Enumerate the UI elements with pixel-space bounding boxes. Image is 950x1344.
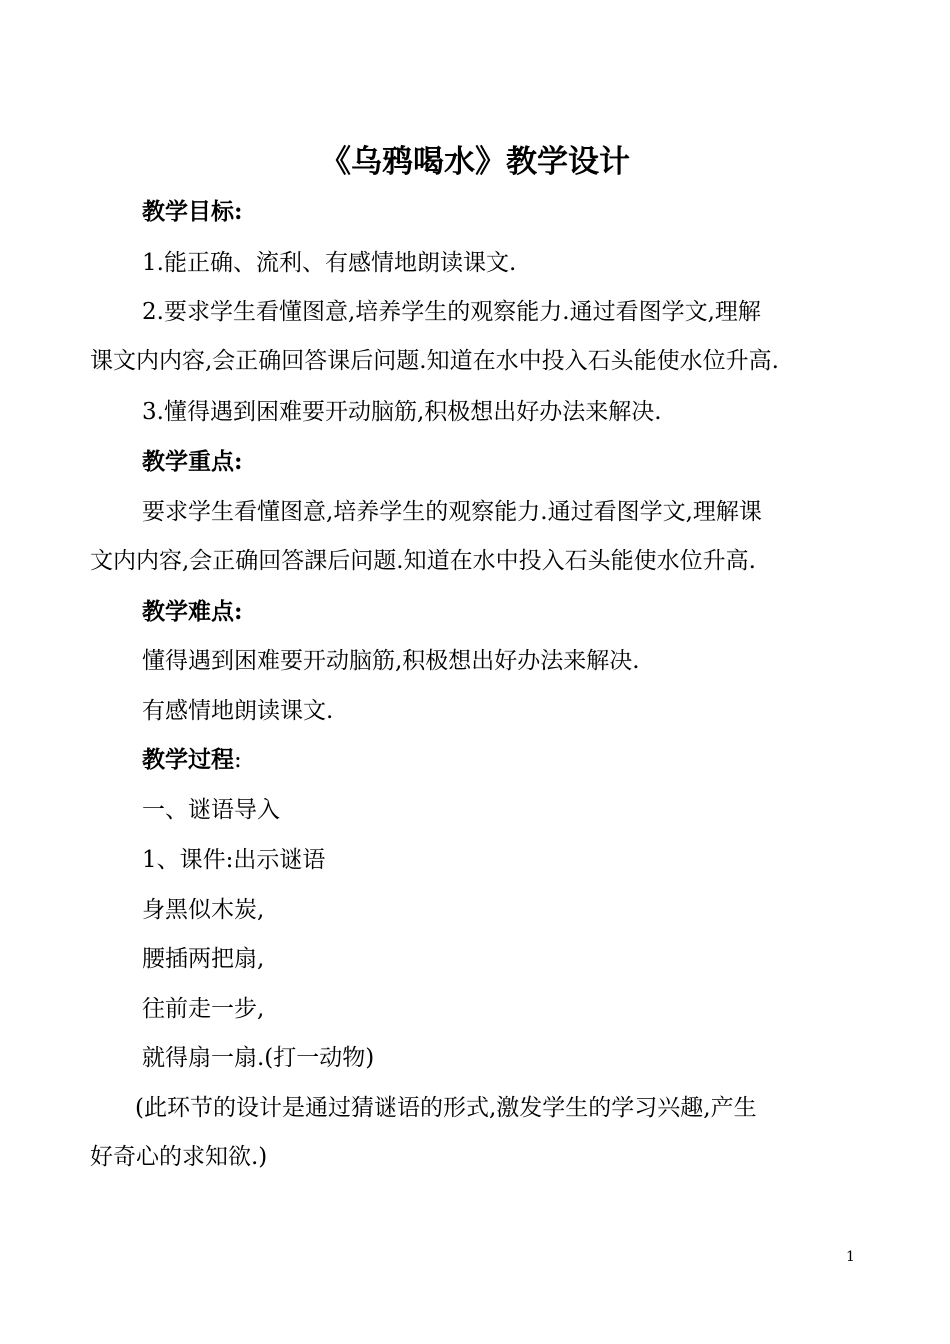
design-note-line-1: (此环节的设计是通过猜谜语的形式,激发学生的学习兴趣,产生	[135, 1095, 757, 1121]
process-heading-text: 教学过程	[142, 746, 234, 773]
document-title: 《乌鸦喝水》教学设计	[320, 144, 630, 180]
objective-1: 1.能正确、流利、有感情地朗读课文.	[142, 250, 517, 276]
riddle-line-4: 就得扇一扇.(打一动物)	[142, 1045, 375, 1071]
design-note-line-2: 好奇心的求知欲.)	[90, 1144, 268, 1170]
riddle-line-1: 身黑似木炭,	[142, 897, 265, 923]
riddle-line-2: 腰插两把扇,	[142, 946, 265, 972]
difficulty-1: 懂得遇到困难要开动脑筋,积极想出好办法来解决.	[142, 648, 640, 674]
process-heading	[142, 745, 242, 775]
step-1: 1、课件:出示谜语	[142, 847, 326, 873]
objective-2-line-1: 2.要求学生看懂图意,培养学生的观察能力.通过看图学文,理解	[142, 299, 761, 325]
objectives-heading: 教学目标:	[142, 198, 243, 225]
difficulties-heading: 教学难点:	[142, 598, 243, 625]
process-heading-colon: :	[234, 747, 242, 773]
key-points-heading: 教学重点:	[142, 448, 243, 475]
key-points-line-2: 文内内容,会正确回答課后问题.知道在水中投入石头能使水位升高.	[90, 548, 756, 574]
difficulty-2: 有感情地朗读课文.	[142, 698, 334, 724]
objective-3: 3.懂得遇到困难要开动脑筋,积极想出好办法来解决.	[142, 399, 662, 425]
page-number: 1	[846, 1249, 855, 1265]
objective-2-line-2: 课文内内容,会正确回答课后问题.知道在水中投入石头能使水位升高.	[90, 348, 779, 374]
riddle-line-3: 往前走一步,	[142, 996, 265, 1022]
key-points-line-1: 要求学生看懂图意,培养学生的观察能力.通过看图学文,理解课	[142, 499, 762, 525]
section-1-title: 一、谜语导入	[142, 797, 280, 823]
